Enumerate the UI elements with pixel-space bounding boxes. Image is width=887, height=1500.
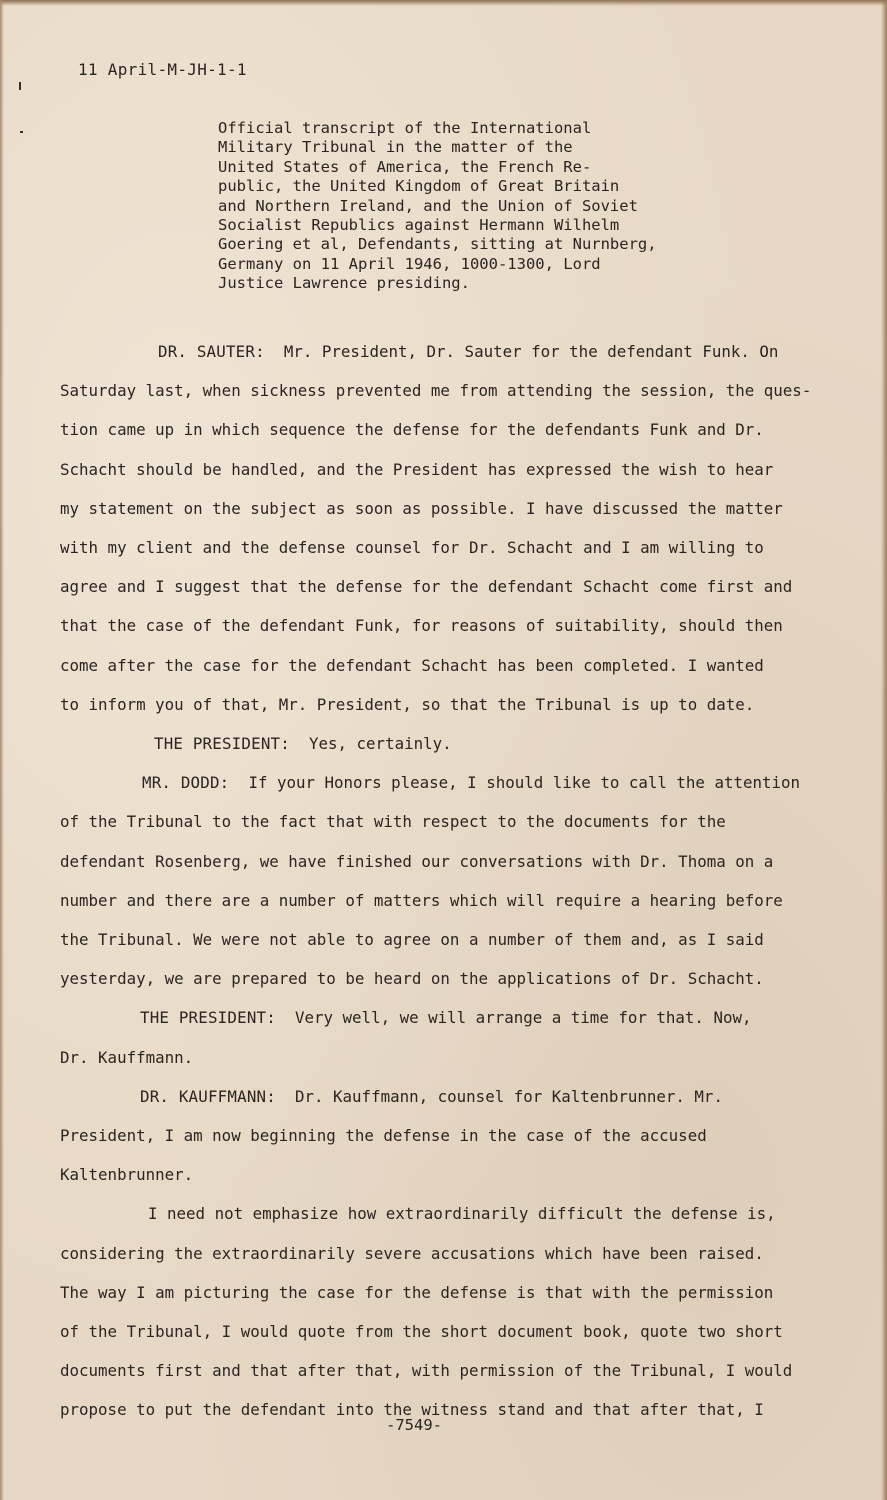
paper-edge-right: [881, 0, 887, 1500]
transcript-line: President, I am now beginning the defense in the case of the accused: [60, 1126, 707, 1146]
margin-mark: [20, 131, 23, 133]
speaker-label: MR. DODD:: [142, 773, 230, 793]
transcript-line: Schacht should be handled, and the President has expressed the wish to hear: [60, 459, 774, 479]
transcript-line: considering the extraordinarily severe accusations which have been raised.: [60, 1243, 764, 1263]
transcript-line: Very well, we will arrange a time for that. Now,: [294, 1008, 752, 1028]
caption-line: Socialist Republics against Hermann Wilhelm: [218, 216, 620, 235]
paragraph-first-line: [60, 763, 850, 802]
paragraph-first-line: [60, 332, 850, 371]
transcript-line: of the Tribunal, I would quote from the short document book, quote two short: [60, 1322, 783, 1342]
document-id: 11 April-M-JH-1-1: [78, 60, 247, 79]
transcript-line: that the case of the defendant Funk, for reasons of suitability, should then: [60, 616, 783, 636]
transcript-line: number and there are a number of matters which will require a hearing before: [60, 890, 783, 910]
paragraph-first-line: [60, 724, 850, 763]
transcript-line: with my client and the defense counsel for Dr. Schacht and I am willing to: [60, 538, 764, 558]
speaker-label: DR. KAUFFMANN:: [140, 1086, 276, 1106]
transcript-line: Mr. President, Dr. Sauter for the defendant Funk. On: [283, 342, 779, 361]
speaker-label: THE PRESIDENT:: [154, 734, 290, 754]
transcript-line: to inform you of that, Mr. President, so that the Tribunal is up to date.: [60, 694, 755, 714]
transcript-line: the Tribunal. We were not able to agree on a number of them and, as I said: [60, 930, 764, 950]
transcript-line: Yes, certainly.: [308, 734, 452, 754]
caption-line: Goering et al, Defendants, sitting at Nurnberg,: [218, 235, 657, 254]
speaker-label: DR. SAUTER:: [158, 342, 265, 361]
transcript-line: Kaltenbrunner.: [60, 1165, 194, 1185]
caption-line: public, the United Kingdom of Great Britain: [218, 177, 620, 196]
page-number: -7549-: [386, 1416, 442, 1434]
paper-edge-left: [0, 0, 4, 1500]
transcript-line: If your Honors please, I should like to call the attention: [248, 773, 801, 793]
paragraph-first-line: [60, 998, 850, 1037]
caption-line: Military Tribunal in the matter of the: [218, 138, 573, 157]
caption-line: Official transcript of the International: [218, 119, 592, 137]
transcript-line: agree and I suggest that the defense for the defendant Schacht come first and: [60, 577, 793, 597]
transcript-line: defendant Rosenberg, we have finished our conversations with Dr. Thoma on a: [60, 851, 774, 871]
transcript-line: I need not emphasize how extraordinarily difficult the defense is,: [148, 1204, 776, 1224]
transcript-line: come after the case for the defendant Schacht has been completed. I wanted: [60, 655, 764, 675]
transcript-line: Saturday last, when sickness prevented me from attending the session, the ques-: [60, 381, 812, 401]
paragraph-first-line: [60, 1077, 850, 1116]
transcript-caption: [218, 119, 688, 294]
caption-line: and Northern Ireland, and the Union of Soviet: [218, 196, 638, 215]
caption-line: Germany on 11 April 1946, 1000-1300, Lord: [218, 254, 601, 273]
transcript-line: The way I am picturing the case for the defense is that with the permission: [60, 1282, 774, 1302]
transcript-line: Dr. Kauffmann.: [60, 1047, 194, 1067]
speaker-label: THE PRESIDENT:: [140, 1008, 276, 1028]
transcript-line: my statement on the subject as soon as possible. I have discussed the matter: [60, 498, 783, 518]
margin-mark: [19, 82, 21, 90]
transcript-line: of the Tribunal to the fact that with respect to the documents for the: [60, 812, 726, 832]
caption-line: United States of America, the French Re-: [218, 157, 592, 176]
caption-line: Justice Lawrence presiding.: [218, 274, 470, 293]
transcript-body: [60, 332, 850, 1430]
transcript-line: documents first and that after that, with permission of the Tribunal, I would: [60, 1361, 793, 1381]
paper-edge-top: [0, 0, 887, 6]
transcript-line: propose to put the defendant into the witness stand and that after that, I: [60, 1400, 764, 1420]
transcript-line: tion came up in which sequence the defense for the defendants Funk and Dr.: [60, 420, 764, 440]
transcript-line: Dr. Kauffmann, counsel for Kaltenbrunner. Mr.: [294, 1086, 723, 1106]
transcript-line: yesterday, we are prepared to be heard on the applications of Dr. Schacht.: [60, 969, 764, 989]
